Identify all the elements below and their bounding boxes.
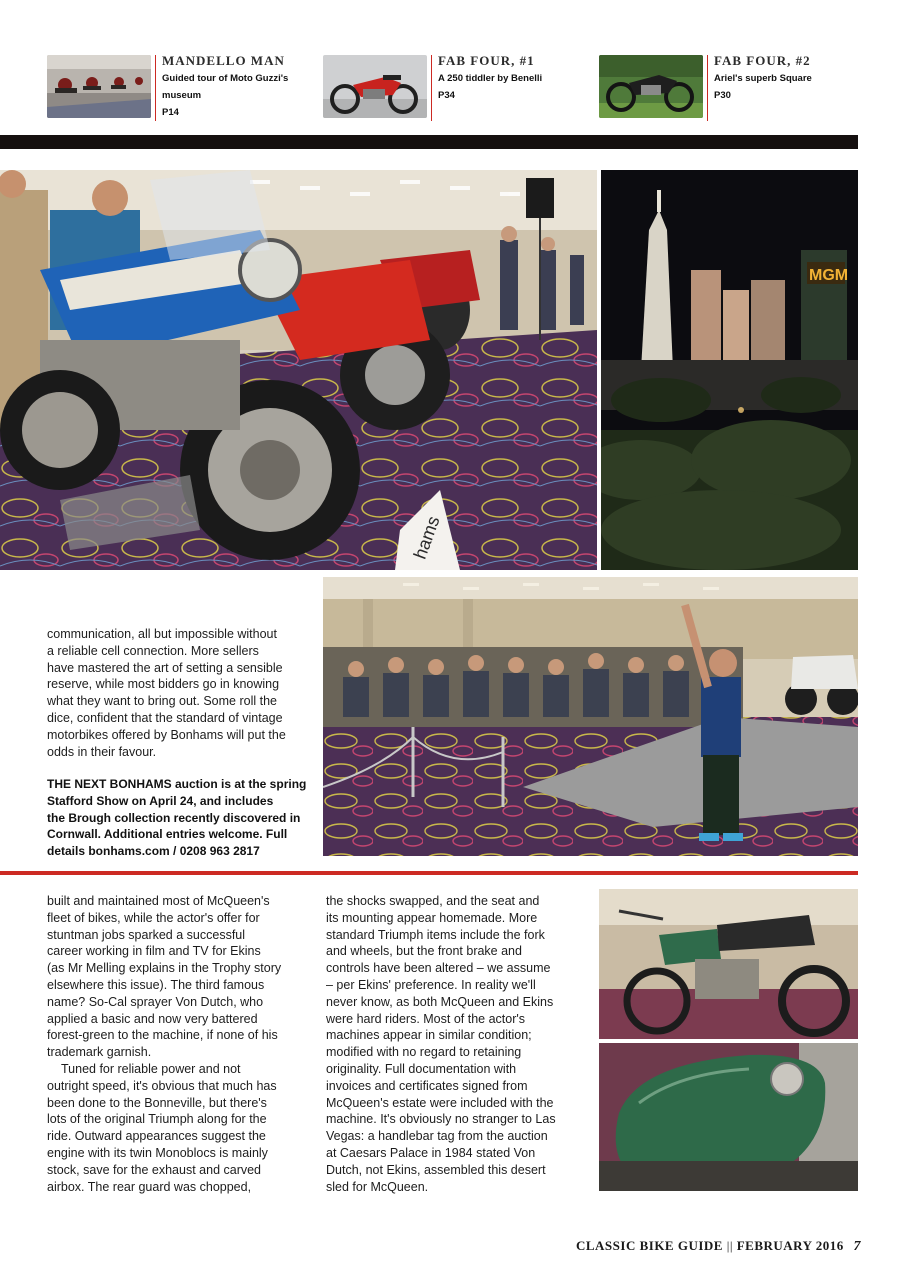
text-line: (as Mr Melling explains in the Trophy story — [47, 961, 282, 976]
teaser-title-ariel[interactable]: FAB FOUR, #2 — [714, 53, 811, 68]
teaser-title-benelli[interactable]: FAB FOUR, #1 — [438, 53, 535, 68]
mgm-sign-text: MGM — [809, 267, 849, 284]
teaser-page-benelli: P34 — [438, 90, 455, 101]
text-line: never know, as both McQueen and Ekins — [326, 994, 554, 1009]
teaser-desc-mandello-2: museum — [162, 90, 202, 101]
teaser-divider — [155, 55, 156, 121]
text-line: what they want to bring out. Some roll the — [47, 694, 277, 709]
text-line: stock, save for the exhaust and carved — [47, 1162, 262, 1177]
photo-vegas-night — [601, 170, 858, 570]
page-number: 7 — [853, 1239, 861, 1254]
header-bar — [0, 135, 858, 149]
photo-triumph-side — [599, 889, 858, 1039]
text-line: Tuned for reliable power and not — [61, 1061, 241, 1076]
text-line: forest-green to the machine, if none of his — [47, 1028, 278, 1043]
text-line: at Caesars Palace in 1984 stated Von — [326, 1145, 536, 1160]
text-line: a reliable cell connection. More sellers — [47, 643, 259, 658]
text-line: motorbikes offered by Bonhams will put the — [47, 727, 286, 742]
text-line: ride. Outward appearances suggest the — [47, 1129, 266, 1144]
text-line: modified with no regard to retaining — [326, 1045, 522, 1060]
text-line: lots of the original Triumph along for the — [47, 1112, 267, 1127]
text-line: controls have been altered – we assume — [326, 961, 551, 976]
note-line: Cornwall. Additional entries welcome. Full — [47, 827, 288, 842]
teaser-thumb-mandello[interactable] — [47, 55, 151, 118]
teaser-thumb-ariel[interactable] — [599, 55, 703, 118]
photo-bike-hall — [0, 170, 597, 570]
teaser-title-mandello[interactable]: MANDELLO MAN — [162, 53, 285, 68]
photo-auctioneer — [323, 577, 858, 856]
teaser-divider — [707, 55, 708, 121]
teaser-divider — [431, 55, 432, 121]
page-footer — [576, 1238, 861, 1255]
text-line: sled for McQueen. — [326, 1179, 429, 1194]
text-line: fleet of bikes, while the actor's offer for — [47, 910, 260, 925]
text-line: odds in their favour. — [47, 744, 157, 759]
text-line: reserve, while most bidders go in knowing — [47, 677, 280, 692]
note-line: details bonhams.com / 0208 963 2817 — [47, 844, 260, 859]
text-line: been done to the Bonneville, but there's — [47, 1095, 267, 1110]
text-line: standard Triumph items include the fork — [326, 927, 545, 942]
text-line: and wheels, but the front brake and — [326, 944, 522, 959]
text-line: career working in film and TV for Ekins — [47, 944, 261, 959]
text-line: machines appear in similar condition; — [326, 1028, 532, 1043]
bonhams-sign-text: hams — [409, 513, 444, 562]
note-line: THE NEXT BONHAMS auction is at the spring — [47, 777, 307, 791]
text-line: name? So-Cal sprayer Von Dutch, who — [47, 994, 264, 1009]
article-text-top — [47, 626, 312, 760]
teaser-page-mandello: P14 — [162, 107, 179, 118]
text-line: have mastered the art of setting a sensible — [47, 660, 283, 675]
text-line: airbox. The rear guard was chopped, — [47, 1179, 252, 1194]
text-line: stuntman jobs sparked a successful — [47, 927, 246, 942]
text-line: engine with its twin Monoblocs is mainly — [47, 1145, 268, 1160]
note-line: Stafford Show on April 24, and includes — [47, 793, 274, 808]
text-line: were hard riders. Most of the actor's — [326, 1011, 525, 1026]
magazine-name: CLASSIC BIKE GUIDE — [575, 1238, 723, 1253]
text-line: its mounting appear homemade. More — [326, 910, 538, 925]
article-column-right — [326, 893, 594, 1195]
text-line: elsewhere this issue). The third famous — [47, 977, 265, 992]
note-line: the Brough collection recently discovered in — [47, 810, 301, 825]
text-line: Dutch, not Ekins, assembled this desert — [326, 1162, 546, 1177]
text-line: Vegas: a handlebar tag from the auction — [326, 1129, 548, 1144]
text-line: – per Ekins' preference. In reality we'll — [326, 977, 536, 992]
text-line: trademark garnish. — [47, 1045, 152, 1060]
text-line: outright speed, it's obvious that much has — [47, 1078, 277, 1093]
text-line: dice, confident that the standard of vintage — [47, 710, 283, 725]
text-line: built and maintained most of McQueen's — [47, 894, 270, 908]
teaser-desc-mandello-1: Guided tour of Moto Guzzi's — [162, 73, 289, 84]
teaser-desc-benelli: A 250 tiddler by Benelli — [438, 73, 543, 84]
text-line: communication, all but impossible without — [47, 627, 277, 641]
teaser-page-ariel: P30 — [714, 90, 731, 101]
photo-fuel-tank — [599, 1043, 858, 1191]
teaser-thumb-benelli[interactable] — [323, 55, 427, 118]
text-line: McQueen's estate were included with the — [326, 1095, 554, 1110]
footer-separator: || — [726, 1238, 733, 1253]
text-line: the shocks swapped, and the seat and — [326, 894, 540, 908]
teaser-desc-ariel: Ariel's superb Square — [714, 73, 812, 84]
section-divider — [0, 871, 858, 875]
text-line: machine. It's obviously no stranger to Las — [326, 1112, 556, 1127]
article-column-left — [47, 893, 317, 1195]
issue-date: FEBRUARY 2016 — [736, 1238, 844, 1253]
text-line: originality. Full documentation with — [326, 1061, 517, 1076]
next-auction-note — [47, 776, 317, 860]
text-line: invoices and certificates signed from — [326, 1078, 528, 1093]
text-line: applied a basic and now very battered — [47, 1011, 258, 1026]
